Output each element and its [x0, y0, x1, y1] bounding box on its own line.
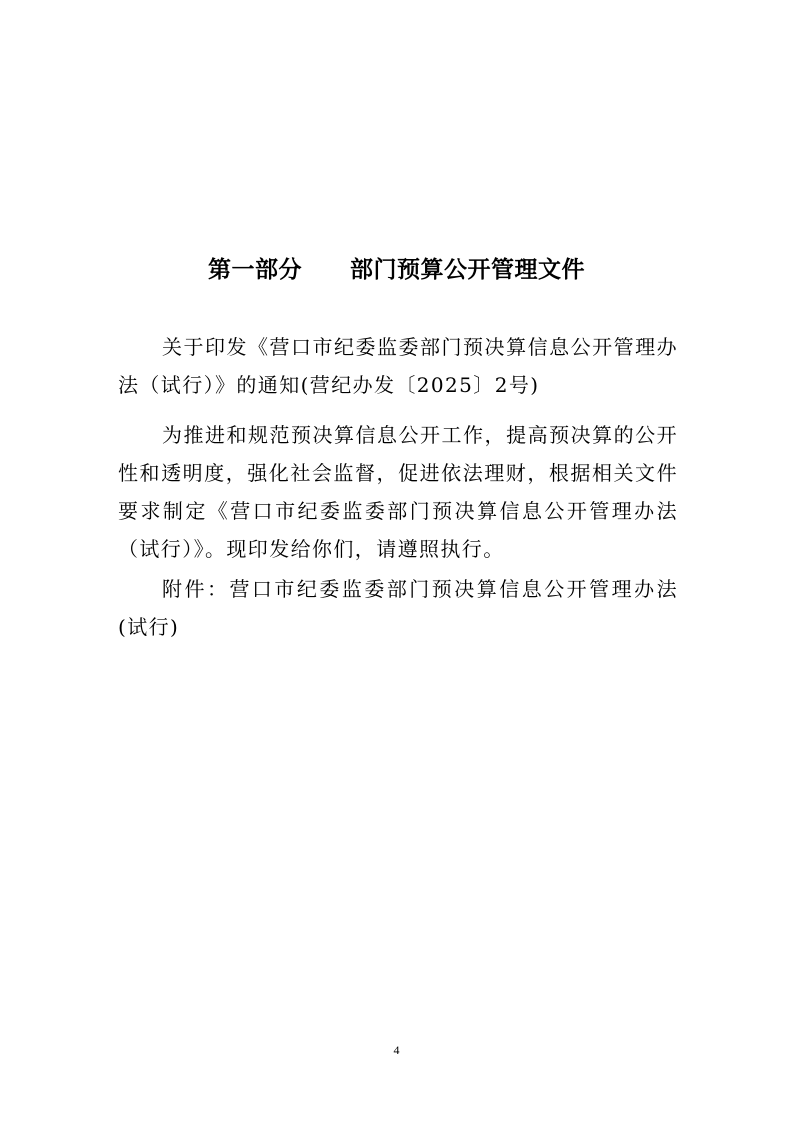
section-heading	[0, 254, 793, 286]
paragraph-text: 附件：营口市纪委监委部门预决算信息公开管理办法(试行)	[118, 577, 678, 639]
heading-part-label: 第一部分	[208, 257, 302, 283]
notice-body-paragraph	[118, 416, 678, 568]
heading-title: 部门预算公开管理文件	[350, 257, 585, 283]
notice-title-paragraph	[118, 328, 678, 404]
attachment-paragraph	[118, 570, 678, 646]
paragraph-text: 关于印发《营口市纪委监委部门预决算信息公开管理办法（试行）》的通知(营纪办发〔2025〕2号)	[118, 335, 678, 397]
paragraph-text: 为推进和规范预决算信息公开工作，提高预决算的公开性和透明度，强化社会监督，促进依法理财，根据相关文件要求制定《营口市纪委监委部门预决算信息公开管理办法（试行）》。现印发给你们，请遵照执行。	[118, 423, 678, 561]
page-number: 4	[393, 1043, 400, 1057]
